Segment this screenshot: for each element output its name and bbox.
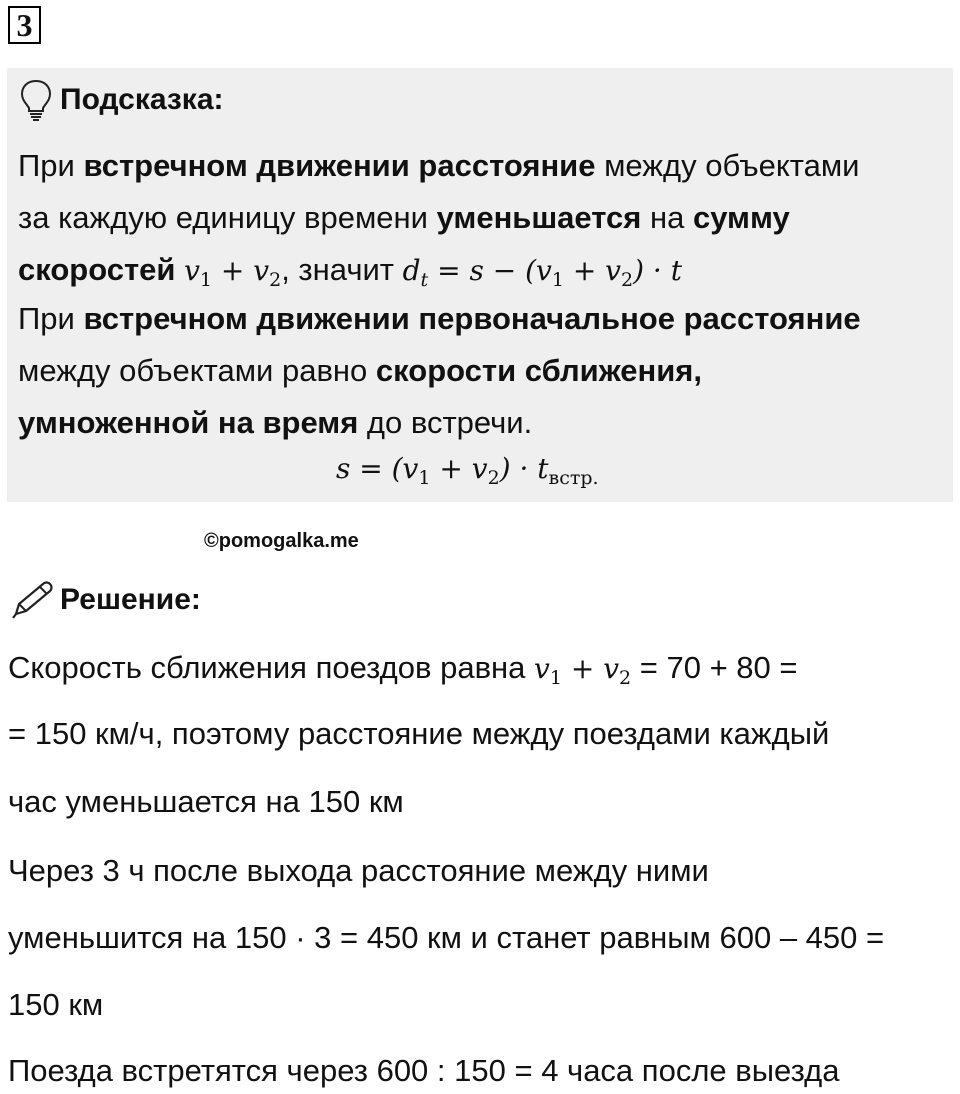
pencil-icon xyxy=(10,580,54,620)
watermark: ©pomogalka.me xyxy=(204,530,359,552)
hint-bold: скоростей xyxy=(18,252,176,287)
solution-title xyxy=(10,578,201,622)
hint-text: до встречи. xyxy=(358,405,533,440)
sum-formula: $v_1 + v_2$ xyxy=(184,254,282,291)
hint-bold: умноженной на время xyxy=(18,405,359,440)
solution-text: Скорость сближения поездов равна xyxy=(8,650,535,685)
hint-bold: встречном движении расстояние xyxy=(83,148,596,183)
hint-line-5 xyxy=(18,351,702,391)
hint-line-4 xyxy=(18,299,861,339)
solution-line-5: уменьшится на 150 · 3 = 450 км и станет равным 600 – 450 = xyxy=(8,920,885,955)
task-number: 3 xyxy=(8,6,41,44)
hint-line-3 xyxy=(18,250,682,291)
speed-sum-formula: $v_1 + v_2$ xyxy=(534,652,632,689)
solution-line-6: 150 км xyxy=(8,987,104,1022)
hint-text: При xyxy=(18,148,84,183)
hint-title-label: Подсказка: xyxy=(60,83,224,116)
solution-text: = 70 + 80 = xyxy=(631,650,798,685)
hint-text: на xyxy=(641,200,693,235)
solution-line-3: час уменьшается на 150 км xyxy=(8,784,404,819)
hint-line-1 xyxy=(18,146,859,186)
hint-bold: сумму xyxy=(692,200,790,235)
hint-title xyxy=(20,78,224,122)
meeting-formula: $s = (v_1 + v_2) \cdot t_{встр.}$ xyxy=(336,452,599,489)
hint-text: При xyxy=(18,301,84,336)
solution-line-2: = 150 км/ч, поэтому расстояние между поездами каждый xyxy=(8,716,830,751)
hint-line-2 xyxy=(18,198,790,238)
hint-text: за каждую единицу времени xyxy=(18,200,437,235)
hint-line-6 xyxy=(18,403,532,443)
hint-bold: уменьшается xyxy=(436,200,642,235)
solution-line-1 xyxy=(8,648,797,689)
lightbulb-icon xyxy=(20,79,52,121)
distance-formula: $d_t = s - (v_1 + v_2) \cdot t$ xyxy=(402,254,682,291)
solution-line-7: Поезда встретятся через 600 : 150 = 4 часа после выезда xyxy=(8,1053,840,1088)
solution-line-4: Через 3 ч после выхода расстояние между ними xyxy=(8,853,709,888)
solution-title-label: Решение: xyxy=(60,583,201,616)
hint-text: между объектами равно xyxy=(18,353,376,388)
hint-bold: встречном движении первоначальное расстояние xyxy=(83,301,861,336)
hint-bold: скорости сближения, xyxy=(375,353,702,388)
hint-text: между объектами xyxy=(595,148,860,183)
hint-text: , значит xyxy=(281,252,403,287)
